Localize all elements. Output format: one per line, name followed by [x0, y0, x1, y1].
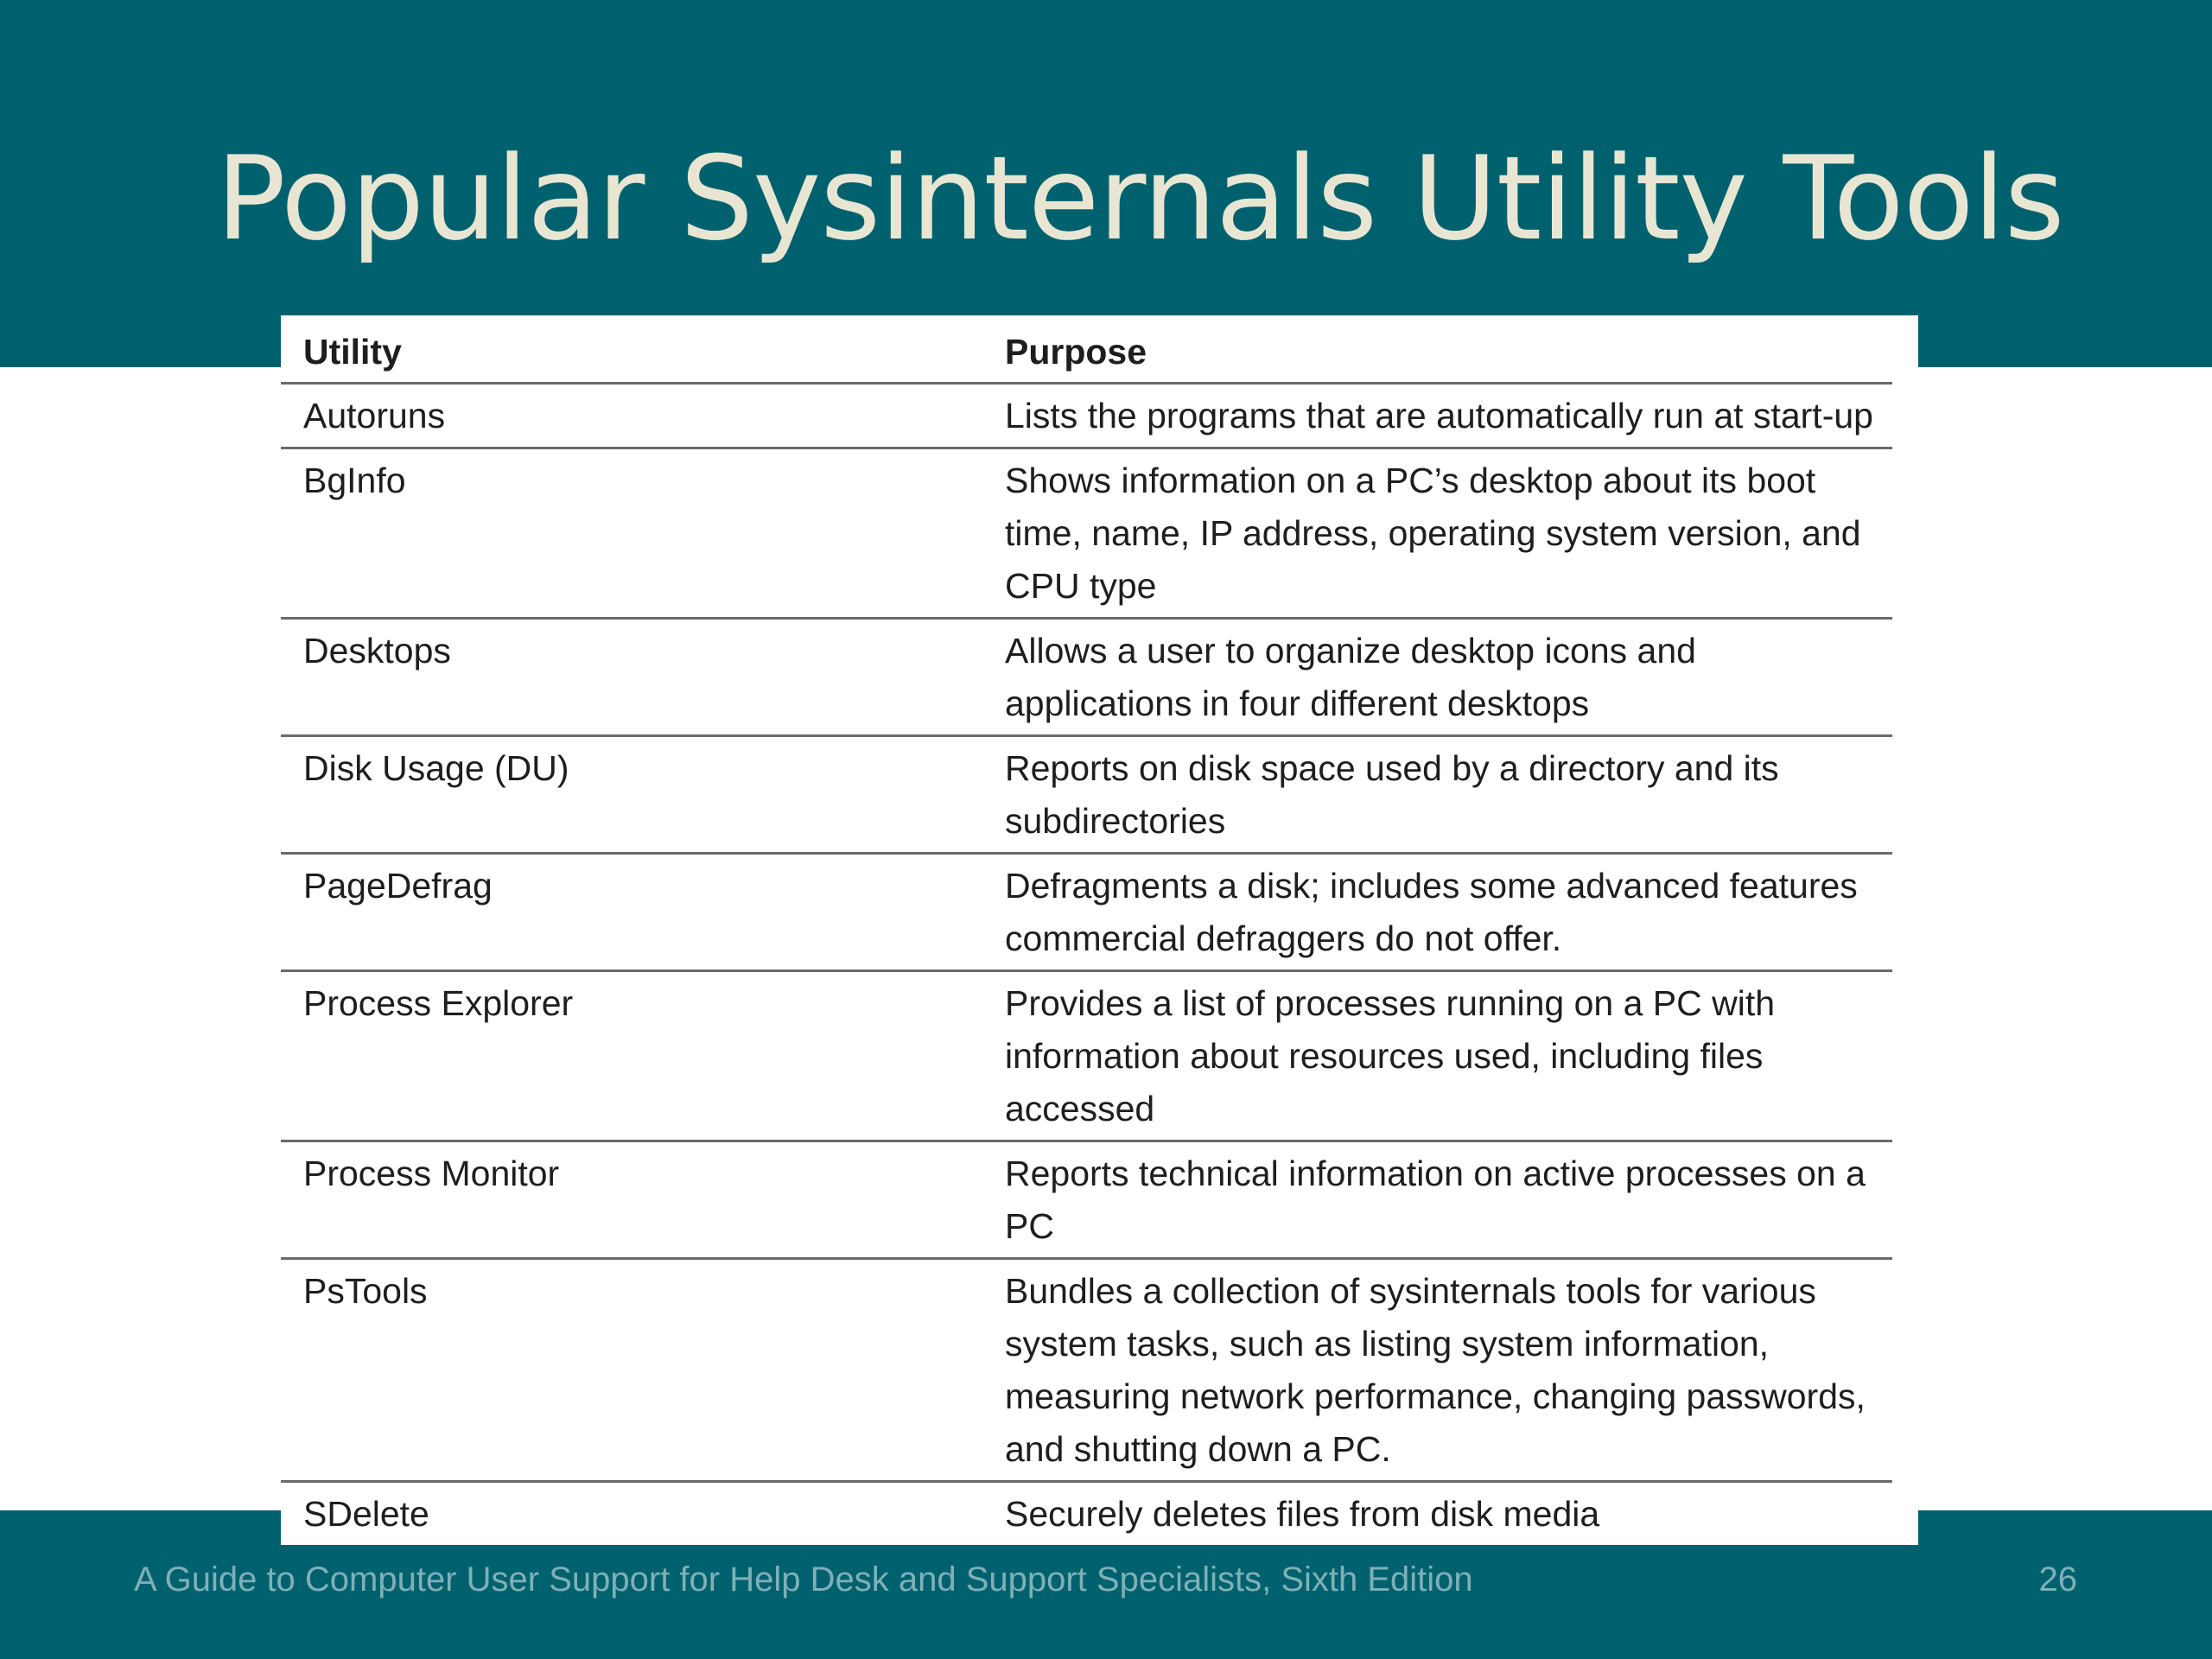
header-utility: Utility	[281, 315, 1005, 383]
purpose-cell: Shows information on a PC’s desktop about its boot time, name, IP address, operating system version, and CPU type	[1005, 448, 1892, 618]
purpose-cell: Securely deletes files from disk media	[1005, 1493, 1600, 1534]
utility-cell: Process Monitor	[281, 1141, 1005, 1258]
table-row	[281, 1481, 1892, 1545]
table-row	[281, 735, 1892, 853]
utility-cell: BgInfo	[281, 448, 1005, 618]
table-row	[281, 448, 1892, 618]
table-panel	[281, 315, 1918, 1545]
purpose-cell: Defragments a disk; includes some advanced features commercial defraggers do not offer.	[1005, 853, 1892, 970]
table-row	[281, 970, 1892, 1141]
utility-cell: SDelete	[303, 1493, 429, 1534]
header-purpose: Purpose	[1005, 315, 1892, 383]
utility-cell: Autoruns	[281, 383, 1005, 448]
page-number: 26	[2038, 1560, 2077, 1599]
utility-cell: Process Explorer	[281, 970, 1005, 1141]
utility-cell: Desktops	[281, 618, 1005, 735]
table-row	[281, 1258, 1892, 1481]
purpose-cell: Bundles a collection of sysinternals tools for various system tasks, such as listing system information, measuring network performance, changing passwords, and shutting down a PC.	[1005, 1258, 1892, 1481]
utility-table	[281, 315, 1892, 1545]
table-row	[281, 1141, 1892, 1258]
table-row	[281, 853, 1892, 970]
purpose-cell: Allows a user to organize desktop icons and applications in four different desktops	[1005, 618, 1892, 735]
slide-title: Popular Sysinternals Utility Tools	[216, 131, 2064, 266]
utility-cell: Disk Usage (DU)	[281, 735, 1005, 853]
purpose-cell: Reports technical information on active processes on a PC	[1005, 1141, 1892, 1258]
purpose-cell: Reports on disk space used by a directory and its subdirectories	[1005, 735, 1892, 853]
table-header-row	[281, 315, 1892, 383]
purpose-cell: Lists the programs that are automatically run at start-up	[1005, 383, 1892, 448]
table-row	[281, 383, 1892, 448]
purpose-cell: Provides a list of processes running on a PC with information about resources used, including files accessed	[1005, 970, 1892, 1141]
table-row	[281, 618, 1892, 735]
footer-citation: A Guide to Computer User Support for Help Desk and Support Specialists, Sixth Edition	[134, 1560, 1473, 1599]
utility-cell: PsTools	[281, 1258, 1005, 1481]
utility-cell: PageDefrag	[281, 853, 1005, 970]
